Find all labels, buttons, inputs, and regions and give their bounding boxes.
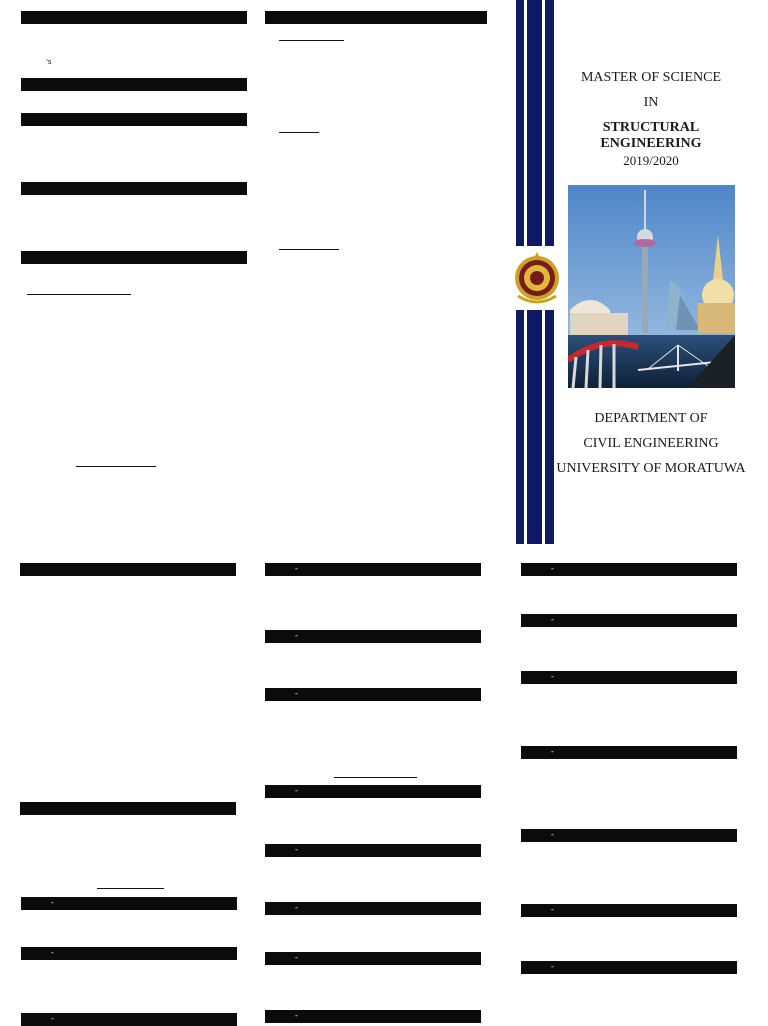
module-header-bar <box>265 902 481 915</box>
university-crest-icon <box>512 246 562 310</box>
module-dash: - <box>295 564 298 573</box>
module-header-bar <box>521 746 737 759</box>
underline-rule <box>27 294 131 295</box>
module-dash: - <box>51 948 54 957</box>
section-header-bar <box>20 563 236 576</box>
module-header-bar <box>521 671 737 684</box>
module-header-bar <box>265 630 481 643</box>
section-header-bar <box>21 11 247 24</box>
crest-container <box>512 246 562 310</box>
underline-rule <box>279 40 344 41</box>
underline-rule <box>279 249 339 250</box>
module-header-bar <box>265 844 481 857</box>
module-header-bar <box>21 1013 237 1026</box>
module-header-bar <box>265 785 481 798</box>
cover-department-line1: DEPARTMENT OF <box>594 411 708 426</box>
section-header-bar <box>21 78 247 91</box>
possessive-mark: 's <box>46 58 52 66</box>
module-header-bar <box>265 952 481 965</box>
module-header-bar <box>21 897 237 910</box>
module-dash: - <box>295 1011 298 1020</box>
colombo-landmarks-collage <box>568 185 735 388</box>
section-header-bar <box>20 802 236 815</box>
module-dash: - <box>295 845 298 854</box>
module-header-bar <box>265 563 481 576</box>
underline-rule <box>97 888 164 889</box>
cover-department-line2: CIVIL ENGINEERING <box>583 436 719 451</box>
module-dash: - <box>295 689 298 698</box>
underline-rule <box>279 132 319 133</box>
module-dash: - <box>295 903 298 912</box>
section-header-bar <box>265 11 487 24</box>
section-header-bar <box>21 182 247 195</box>
cover-year: 2019/2020 <box>623 153 679 168</box>
cover-title-line1: STRUCTURAL <box>602 120 700 135</box>
module-dash: - <box>295 631 298 640</box>
module-header-bar <box>521 614 737 627</box>
underline-rule <box>76 466 156 467</box>
module-header-bar <box>265 1010 481 1023</box>
cover-in-line: IN <box>643 95 659 110</box>
module-dash: - <box>551 905 554 914</box>
module-dash: - <box>551 747 554 756</box>
module-header-bar <box>521 563 737 576</box>
cover-department-line3: UNIVERSITY OF MORATUWA <box>556 461 746 476</box>
module-header-bar <box>521 961 737 974</box>
module-header-bar <box>265 688 481 701</box>
module-dash: - <box>551 564 554 573</box>
module-dash: - <box>551 830 554 839</box>
module-dash: - <box>551 962 554 971</box>
section-header-bar <box>21 251 247 264</box>
module-dash: - <box>51 898 54 907</box>
module-header-bar <box>521 904 737 917</box>
module-dash: - <box>295 953 298 962</box>
module-header-bar <box>21 947 237 960</box>
underline-rule <box>334 777 417 778</box>
cover-degree-line: MASTER OF SCIENCE <box>580 70 722 85</box>
module-dash: - <box>51 1014 54 1023</box>
cover-title-line2: ENGINEERING <box>600 136 702 151</box>
section-header-bar <box>21 113 247 126</box>
module-header-bar <box>521 829 737 842</box>
module-dash: - <box>551 672 554 681</box>
module-dash: - <box>295 786 298 795</box>
module-dash: - <box>551 615 554 624</box>
